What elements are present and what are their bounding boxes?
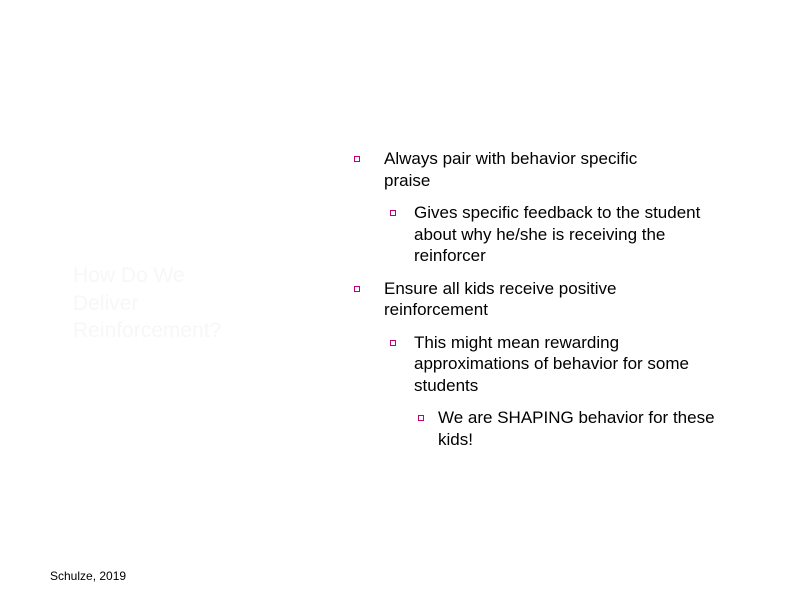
- bullet-list: [354, 148, 774, 450]
- title-line-2: Deliver: [73, 291, 139, 315]
- bullet-item: [354, 407, 718, 450]
- footer-credit: Schulze, 2019: [50, 569, 127, 583]
- square-bullet-icon: [390, 340, 396, 346]
- bullet-text: Gives specific feedback to the student about why he/she is receiving the reinforcer: [414, 203, 701, 265]
- square-bullet-icon: [418, 415, 424, 421]
- bullet-text: We are SHAPING behavior for these kids!: [438, 408, 715, 449]
- title-line-3: Reinforcement?: [73, 319, 222, 342]
- square-bullet-icon: [354, 156, 360, 162]
- bullet-text: Ensure all kids receive positive reinforcement: [384, 278, 617, 319]
- square-bullet-icon: [354, 286, 360, 292]
- bullet-item: [354, 148, 684, 191]
- bullet-item: [354, 278, 684, 321]
- bullet-item: [354, 202, 704, 267]
- slide-title: [73, 262, 293, 345]
- bullet-item: [354, 332, 704, 397]
- bullet-text: Always pair with behavior specific praise: [384, 149, 638, 190]
- square-bullet-icon: [390, 210, 396, 216]
- bullet-text: This might mean rewarding approximations of behavior for some students: [414, 332, 689, 395]
- title-line-1: How Do We: [73, 264, 185, 287]
